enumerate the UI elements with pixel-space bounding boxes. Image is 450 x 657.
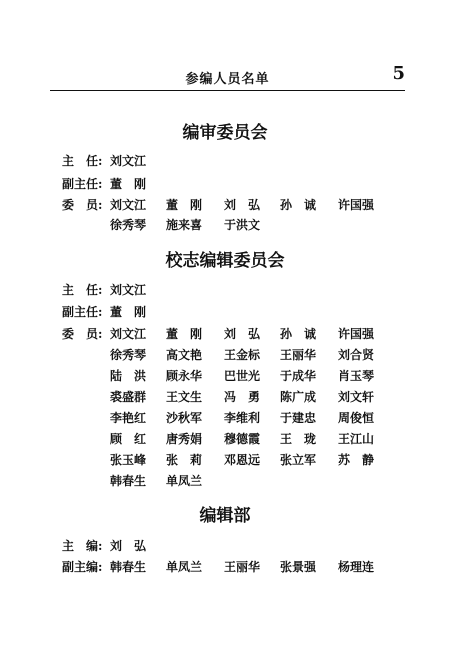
member-name: 刘 弘: [224, 198, 261, 212]
member-name: 许国强: [338, 327, 375, 341]
member-name: 顾永华: [166, 369, 203, 383]
member-name: 高文艳: [166, 348, 203, 362]
member-name: 王 珑: [280, 432, 317, 446]
member-name: 王金标: [224, 348, 261, 362]
member-name: 李艳红: [110, 411, 147, 425]
section-title-review-committee: 编审委员会: [182, 123, 268, 143]
member-name: 陈广成: [280, 390, 317, 404]
section-title-editorial-office: 编辑部: [199, 506, 251, 526]
member-name: 张景强: [280, 560, 317, 574]
member-name: 张玉峰: [110, 453, 147, 467]
role-label: 委 员:: [62, 327, 103, 341]
member-name: 裘盛群: [110, 390, 147, 404]
member-name: 苏 静: [338, 453, 375, 467]
member-name: 单凤兰: [166, 560, 203, 574]
role-label: 副主任:: [62, 177, 103, 191]
member-name: 刘文江: [110, 154, 147, 168]
member-name: 董 刚: [166, 327, 203, 341]
member-name: 董 刚: [110, 177, 147, 191]
member-name: 于成华: [280, 369, 317, 383]
member-name: 许国强: [338, 198, 375, 212]
member-name: 陆 洪: [110, 369, 147, 383]
member-name: 施来喜: [166, 218, 203, 232]
member-name: 董 刚: [110, 305, 147, 319]
member-name: 穆德霞: [224, 432, 261, 446]
page-number: 5: [392, 63, 405, 84]
member-name: 王文生: [166, 390, 203, 404]
page-header: [50, 62, 405, 91]
role-label: 委 员:: [62, 198, 103, 212]
member-name: 孙 诚: [280, 198, 317, 212]
member-name: 顾 红: [110, 432, 147, 446]
member-name: 韩春生: [110, 474, 147, 488]
member-name: 王丽华: [224, 560, 261, 574]
member-name: 孙 诚: [280, 327, 317, 341]
role-label: 主 任:: [62, 154, 103, 168]
member-name: 徐秀琴: [110, 348, 147, 362]
member-name: 刘合贤: [338, 348, 375, 362]
member-name: 张立军: [280, 453, 317, 467]
member-name: 刘文江: [110, 198, 147, 212]
member-name: 巴世光: [224, 369, 261, 383]
member-name: 韩春生: [110, 560, 147, 574]
member-name: 刘文江: [110, 327, 147, 341]
member-name: 肖玉琴: [338, 369, 375, 383]
member-name: 李维利: [224, 411, 261, 425]
member-name: 唐秀娟: [166, 432, 203, 446]
running-title: 参编人员名单: [185, 72, 270, 87]
member-name: 董 刚: [166, 198, 203, 212]
role-label: 副主任:: [62, 305, 103, 319]
member-name: 冯 勇: [224, 390, 261, 404]
role-label: 主 编:: [62, 539, 103, 553]
member-name: 刘 弘: [224, 327, 261, 341]
role-label: 副主编:: [62, 560, 103, 574]
member-name: 于洪文: [224, 218, 261, 232]
member-name: 周俊恒: [338, 411, 375, 425]
member-name: 张 莉: [166, 453, 203, 467]
role-label: 主 任:: [62, 283, 103, 297]
member-name: 徐秀琴: [110, 218, 147, 232]
member-name: 王江山: [338, 432, 375, 446]
member-name: 杨理连: [338, 560, 375, 574]
member-name: 沙秋军: [166, 411, 203, 425]
member-name: 单凤兰: [166, 474, 203, 488]
member-name: 于建忠: [280, 411, 317, 425]
member-name: 刘文江: [110, 283, 147, 297]
member-name: 邓恩远: [224, 453, 261, 467]
member-name: 刘文轩: [338, 390, 375, 404]
member-name: 刘 弘: [110, 539, 147, 553]
section-title-editorial-committee: 校志编辑委员会: [165, 251, 285, 271]
member-name: 王丽华: [280, 348, 317, 362]
